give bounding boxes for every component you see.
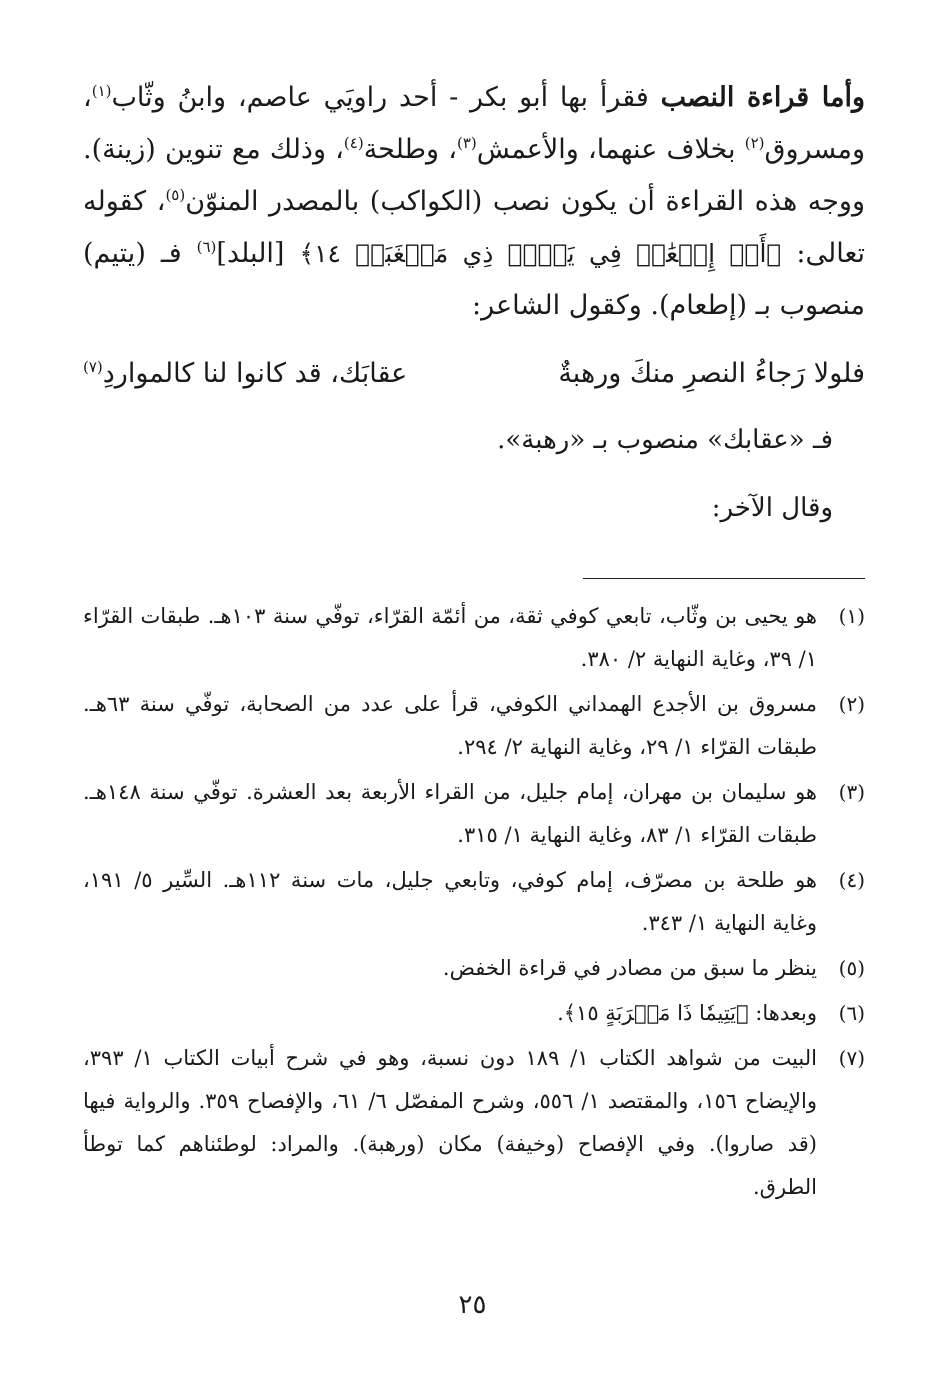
- main-text-segment: فقرأ بها أبو بكر - أحد راويَي عاصم، وابنُ وثّاب: [111, 82, 649, 113]
- main-text-segment: فـ (يتيم) منصوب بـ (إطعام). وكقول الشاعر:: [83, 238, 865, 321]
- main-paragraph: [83, 72, 865, 332]
- main-text-segment: ، وطلحة: [363, 134, 457, 165]
- footnotes: [83, 595, 865, 1211]
- footnote-ref[interactable]: (٤): [343, 134, 364, 152]
- footnote-ref[interactable]: (٣): [456, 134, 477, 152]
- main-text-segment: ، كقوله تعالى:: [83, 186, 865, 269]
- main-text-segment: [البلد]: [216, 238, 300, 269]
- next-poet-intro: وقال الآخر:: [711, 493, 833, 523]
- footnote-number: (٣): [838, 780, 865, 804]
- footnote: [83, 771, 865, 857]
- footnote: [83, 595, 865, 681]
- verse-second-hemistich-text: عقابَك، قد كانوا لنا كالمواردِ: [102, 358, 408, 389]
- footnote-number: (٤): [838, 868, 865, 892]
- verse-second-hemistich: [83, 348, 407, 400]
- footnote-ref[interactable]: (٢): [744, 134, 765, 152]
- footnote-ref[interactable]: (٧): [83, 358, 103, 376]
- footnote-ref[interactable]: (٦): [196, 238, 217, 256]
- footnote: [83, 683, 865, 769]
- verse-explanation: فـ «عقابك» منصوب بـ «رهبة».: [497, 425, 833, 455]
- verse-first-hemistich: فلولا رَجاءُ النصرِ منكَ ورهبةٌ: [558, 358, 865, 389]
- footnote-text: هو طلحة بن مصرّف، إمام كوفي، وتابعي جليل، مات سنة ١١٢هـ. السِّير ٥/ ١٩١، وغاية النهاية ١/ ٣٤٣.: [83, 868, 817, 935]
- footnote-number: (٥): [838, 956, 865, 980]
- footnote: [83, 859, 865, 945]
- footnote: [83, 992, 865, 1035]
- footnote-ref[interactable]: (٥): [165, 186, 186, 204]
- main-text-segment: بخلاف عنهما، والأعمش: [476, 134, 745, 165]
- footnote-ref[interactable]: (١): [91, 82, 112, 100]
- footnote-number: (٢): [838, 692, 865, 716]
- lead-heading: وأما قراءة النصب: [660, 82, 865, 113]
- footnote-number: (١): [838, 604, 865, 628]
- footnote-text: مسروق بن الأجدع الهمداني الكوفي، قرأ على عدد من الصحابة، توفّي سنة ٦٣هـ. طبقات القرّاء ١/ ٢٩، وغاية النهاية ٢/ ٢٩٤.: [83, 692, 817, 759]
- footnote-number: (٧): [838, 1046, 865, 1070]
- footnote-text: البيت من شواهد الكتاب ١/ ١٨٩ دون نسبة، وهو في شرح أبيات الكتاب ١/ ٣٩٣، والإيضاح ١٥٦، والمقتصد ١/ ٥٥٦، وشرح المفصّل ٦/ ٦١، والإفصاح ٣٥٩. والرواية فيها (قد صاروا). وفي الإفصاح (وخيفة) مكان (ورهبة). والمراد: لوطئناهم كما توطأ الطرق.: [83, 1046, 817, 1199]
- footnote: [83, 1037, 865, 1209]
- footnote-separator: [583, 578, 865, 579]
- footnote-number: (٦): [838, 1001, 865, 1025]
- footnote-text: هو يحيى بن وثّاب، تابعي كوفي ثقة، من أئمّة القرّاء، توفّي سنة ١٠٣هـ. طبقات القرّاء ١/ ٣٩، وغاية النهاية ٢/ ٣٨٠.: [83, 604, 817, 671]
- page-number: ٢٥: [458, 1290, 487, 1320]
- footnote: [83, 947, 865, 990]
- main-text-segment: ، ومسروق: [83, 82, 866, 165]
- footnote-text: هو سليمان بن مهران، إمام جليل، من القراء الأربعة بعد العشرة. توفّي سنة ١٤٨هـ. طبقات القرّاء ١/ ٨٣، وغاية النهاية ١/ ٣١٥.: [83, 780, 817, 847]
- footnote-text: ينظر ما سبق من مصادر في قراءة الخفض.: [442, 956, 817, 980]
- quran-verse: ﴿أَوۡ إِطۡعَٰمٞ فِي يَوۡمٖ ذِي مَسۡغَبَةٖ ١٤﴾: [299, 239, 782, 268]
- poetry-verse: [83, 348, 865, 400]
- main-text: [83, 72, 865, 332]
- main-text-segment: ، وذلك مع تنوين (زينة). ووجه هذه القراءة أن يكون نصب (الكواكب) بالمصدر المنوّن: [83, 134, 865, 217]
- footnote-text: وبعدها: ﴿يَتِيمٗا ذَا مَقۡرَبَةٍ ١٥﴾.: [557, 1001, 817, 1025]
